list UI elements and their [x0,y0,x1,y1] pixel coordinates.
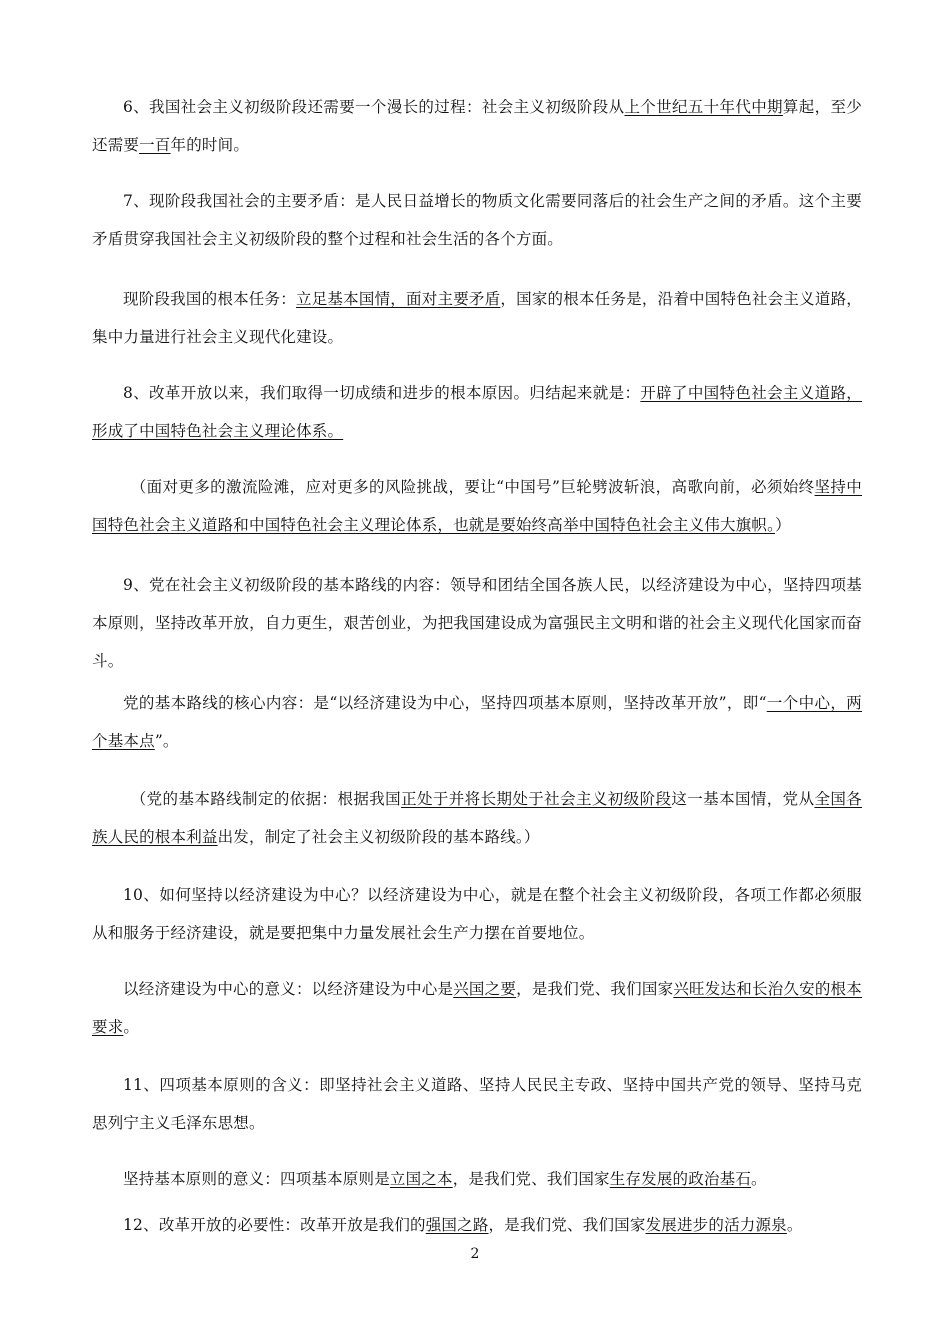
text-run: 这一基本国情，党从 [671,790,815,808]
paragraph-4 [92,374,862,450]
underlined-phrase: 全国各族人民的根本利益 [92,790,862,846]
text-run: ”。 [154,732,179,750]
underlined-phrase: 强国之路 [425,1216,489,1234]
underlined-phrase: 正处于并将长期处于社会主义初级阶段 [401,790,672,808]
text-run: 年的时间。 [170,136,250,154]
underlined-phrase: 兴国之要 [453,980,517,998]
page-number: 2 [470,1246,480,1262]
underlined-phrase: 一百 [139,136,171,154]
text-run: ，是我们党、我们国家 [452,1170,610,1188]
paragraph-13 [92,1206,862,1244]
paragraph-2 [92,182,862,258]
underlined-phrase: 坚持中国特色社会主义道路和中国特色社会主义理论体系，也就是要始终高举中国特色社会主义伟大旗帜。 [92,478,863,534]
paragraph-12 [92,1160,862,1198]
underlined-phrase: 生存发展的政治基石 [609,1170,752,1188]
text-run: 出发，制定了社会主义初级阶段的基本路线。） [217,828,540,846]
paragraph-3 [92,280,862,356]
text-run: （党的基本路线制定的依据：根据我国 [130,790,402,808]
underlined-phrase: 立足基本国情，面对主要矛盾 [295,290,501,308]
text-run: 坚持基本原则的意义：四项基本原则是 [123,1170,390,1188]
text-run: 以经济建设为中心的意义：以经济建设为中心是 [123,980,454,998]
paragraph-10 [92,970,862,1046]
paragraph-11 [92,1066,862,1142]
text-run: 12、改革开放的必要性：改革开放是我们的 [123,1216,426,1234]
text-run: 7、现阶段我国社会的主要矛盾：是人民日益增长的物质文化需要同落后的社会生产之间的矛盾。这个主要矛盾贯穿我国社会主义初级阶段的整个过程和社会生活的各个方面。 [92,192,862,248]
underlined-phrase: 一个中心，两个基本点 [92,694,862,750]
text-run: 8、改革开放以来，我们取得一切成绩和进步的根本原因。归结起来就是： [123,384,641,402]
text-run: 9、党在社会主义初级阶段的基本路线的内容：领导和团结全国各族人民，以经济建设为中心，坚持四项基本原则，坚持改革开放，自力更生，艰苦创业，为把我国建设成为富强民主文明和谐的社会主义现代化国家而奋斗。 [92,576,862,670]
underlined-phrase: 上个世纪五十年代中期 [624,98,783,116]
paragraph-1 [92,88,862,164]
text-run: 算起，至少还需要 [92,98,862,154]
underlined-phrase: 兴旺发达和长治久安的根本要求 [92,980,862,1036]
paragraph-7 [92,684,862,760]
text-run: ，是我们党、我们国家 [516,980,674,998]
paragraph-6 [92,566,862,680]
text-run: 。 [123,1018,140,1036]
text-run: 11、四项基本原则的含义：即坚持社会主义道路、坚持人民民主专政、坚持中国共产党的领导、坚持马克思列宁主义毛泽东思想。 [92,1076,862,1132]
text-run: 党的基本路线的核心内容：是“以经济建设为中心，坚持四项基本原则，坚持改革开放”，即“ [123,694,767,712]
text-run: 。 [786,1216,803,1234]
underlined-phrase: 立国之本 [389,1170,453,1188]
underlined-phrase: 发展进步的活力源泉 [645,1216,787,1234]
text-run: ，是我们党、我们国家 [488,1216,646,1234]
paragraph-5 [92,468,862,544]
text-run: 6、我国社会主义初级阶段还需要一个漫长的过程：社会主义初级阶段从 [123,98,625,116]
text-run: ，国家的根本任务是，沿着中国特色社会主义道路，集中力量进行社会主义现代化建设。 [92,290,862,346]
text-run: 。 [751,1170,767,1188]
underlined-phrase: 开辟了中国特色社会主义道路，形成了中国特色社会主义理论体系。 [92,384,862,440]
text-run: ） [775,516,791,534]
paragraph-8 [92,780,862,856]
text-run: 10、如何坚持以经济建设为中心？以经济建设为中心，就是在整个社会主义初级阶段，各项工作都必须服从和服务于经济建设，就是要把集中力量发展社会生产力摆在首要地位。 [92,886,862,942]
paragraph-9 [92,876,862,952]
text-run: （面对更多的激流险滩，应对更多的风险挑战，要让“中国号”巨轮劈波斩浪，高歌向前，必须始终 [130,478,815,496]
text-run: 现阶段我国的根本任务： [123,290,296,308]
